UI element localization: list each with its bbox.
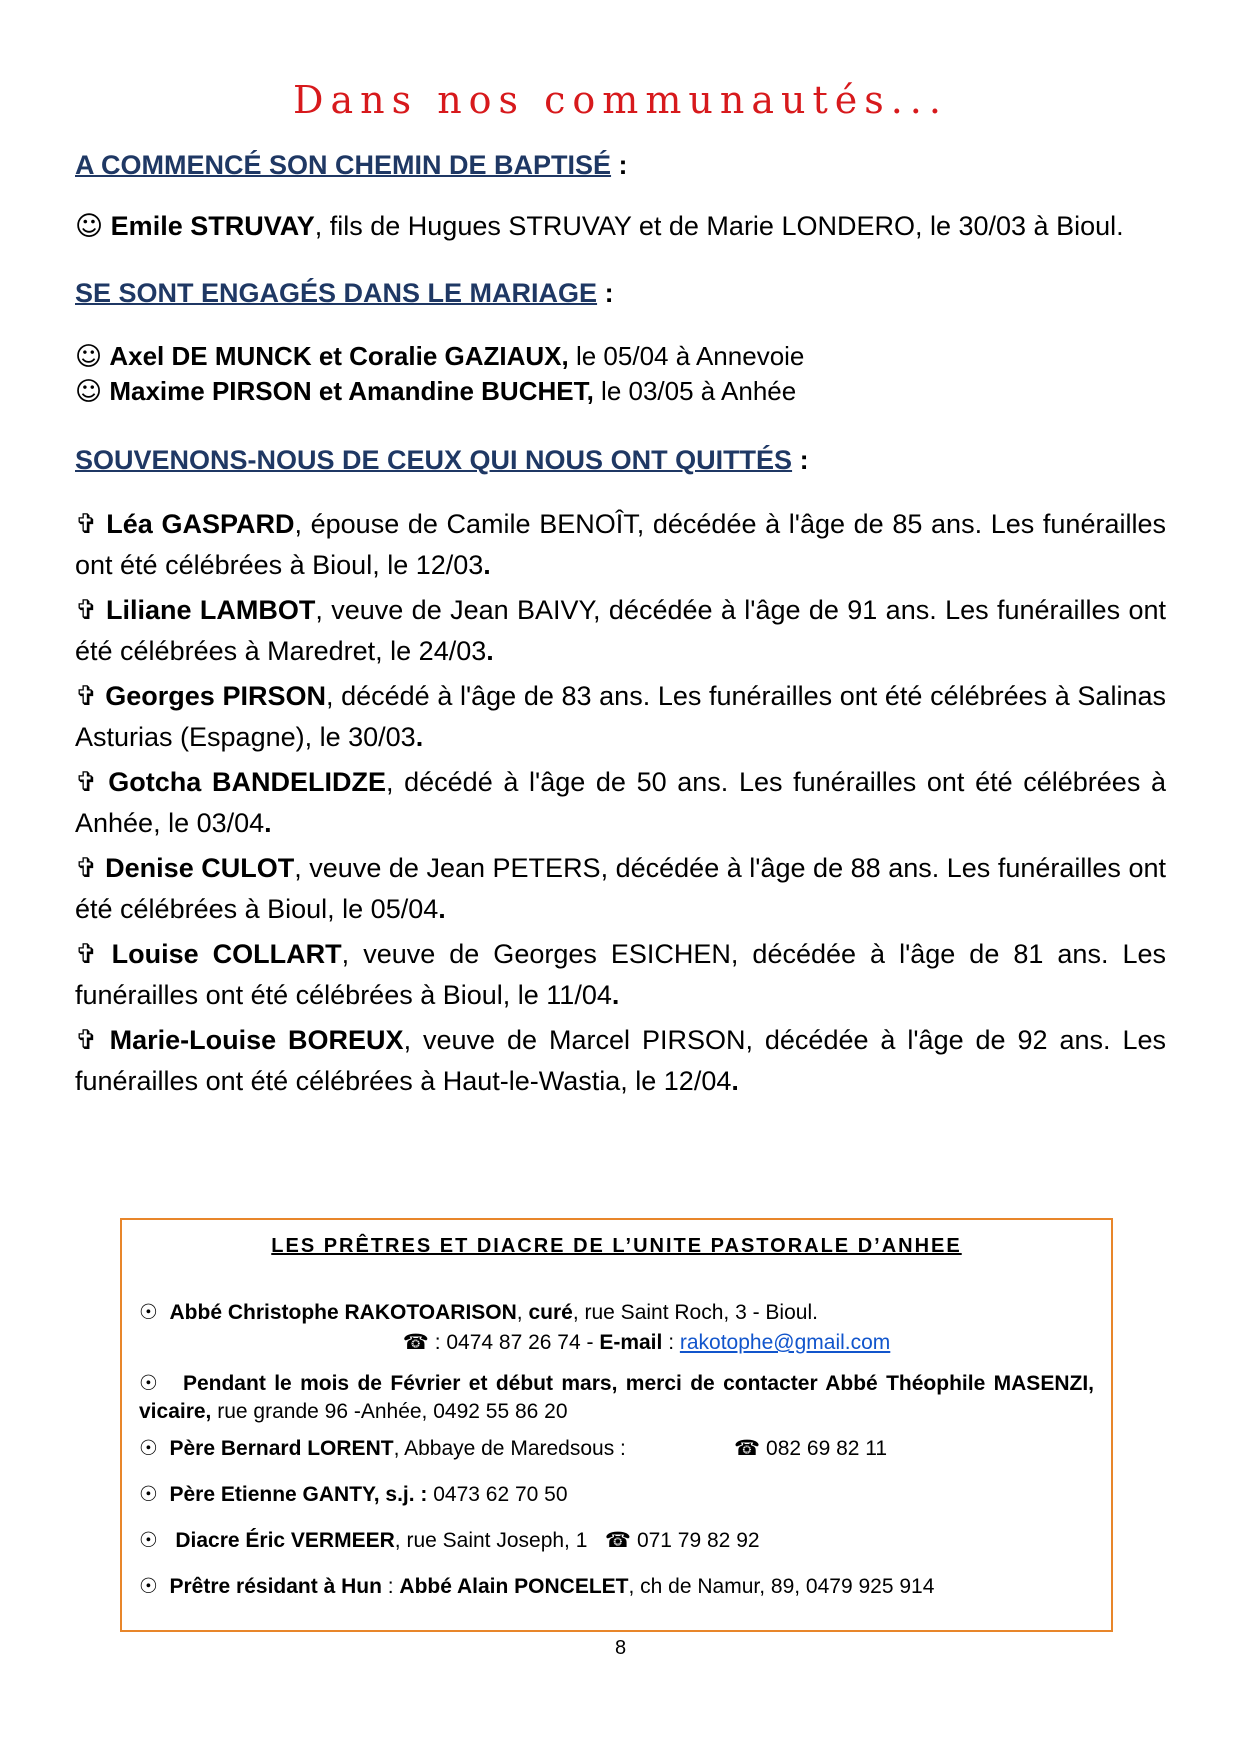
bullet-icon: ☉ [139,1528,158,1552]
deaths-heading [75,445,1166,476]
death-text: , veuve de Jean BAIVY, décédée à l'âge de 91 ans. Les funérailles ont été célébrées à Maredret, le 24/03 [75,595,1166,666]
cure-name: Abbé Christophe RAKOTOARISON [169,1301,517,1324]
deceased-name: Marie-Louise BOREUX [109,1025,404,1055]
deaths-heading-text: SOUVENONS-NOUS DE CEUX QUI NOUS ONT QUITTÉS [75,445,793,475]
death-text: , épouse de Camile BENOÎT, décédée à l'âge de 85 ans. Les funérailles ont été célébrées à Bioul, le 12/03 [75,509,1166,580]
vicaire-rest: rue grande 96 -Anhée, 0492 55 86 20 [211,1400,568,1423]
ganty-text: 0473 62 70 50 [427,1483,568,1506]
marriage-heading-text: SE SONT ENGAGÉS DANS LE MARIAGE [75,278,598,308]
baptism-heading-text: A COMMENCÉ SON CHEMIN DE BAPTISÉ [75,150,612,180]
death-end: . [264,808,272,838]
death-entry [75,934,1166,1015]
vicaire-text: Pendant le mois de Février et début mars, merci de contacter Abbé Théophile MASENZI, vicaire, [139,1372,1094,1423]
deaths-list [75,504,1166,1101]
deceased-name: Léa GASPARD [106,509,295,539]
marriage-text: le 03/05 à Anhée [593,376,797,406]
page-title: Dans nos communautés... [293,78,948,122]
baptism-entry [75,209,1166,244]
cure-address: , rue Saint Roch, 3 - Bioul. [572,1301,818,1324]
bullet-icon: ☉ [139,1482,158,1506]
lorent-phone-group [734,1434,887,1463]
baptism-name: Emile STRUVAY [110,211,315,241]
vermeer-line [139,1526,1094,1555]
email-sep: : [662,1331,680,1354]
death-entry [75,590,1166,671]
clergy-box [120,1218,1113,1632]
death-end: . [438,894,446,924]
marriage-heading [75,278,1166,309]
phone-icon: ☎ [604,1528,632,1552]
death-entry [75,1020,1166,1101]
main-content [75,150,1166,1106]
vermeer-name: Diacre Éric VERMEER [175,1529,395,1552]
ganty-line [139,1480,1094,1509]
vermeer-phone: 071 79 82 92 [636,1529,760,1552]
bullet-icon: ☉ [139,1300,158,1324]
phone-icon: ☎ [402,1330,429,1354]
heading-colon: : [597,278,614,308]
death-text: , veuve de Marcel PIRSON, décédée à l'âge de 92 ans. Les funérailles ont été célébrées à Haut-le-Wastia, le 12/04 [75,1025,1166,1096]
cure-role: curé [528,1301,573,1324]
death-entry [75,676,1166,757]
hun-text: , ch de Namur, 89, 0479 925 914 [628,1575,935,1598]
lorent-phone: 082 69 82 11 [766,1437,888,1460]
cure-line: ☉ Abbé Christophe RAKOTOARISON, curé, rue Saint Roch, 3 - Bioul. [139,1300,818,1324]
marriage-text: le 05/04 à Annevoie [568,341,805,371]
death-end: . [611,980,620,1010]
hun-label: Prêtre résidant à Hun [169,1575,382,1598]
bullet-icon: ☉ [139,1371,158,1395]
clergy-box-title: LES PRÊTRES ET DIACRE DE L’UNITE PASTORALE D’ANHEE [271,1235,962,1257]
hun-line [139,1572,1094,1601]
marriage-entry [75,374,1166,409]
lorent-text: , Abbaye de Maredsous : [393,1437,626,1460]
marriage-list [75,339,1166,409]
cross-icon: ✞ [75,767,98,798]
deceased-name: Georges PIRSON [105,681,326,711]
baptism-heading [75,150,1166,181]
lorent-name: Père Bernard LORENT [169,1437,394,1460]
death-entry [75,504,1166,585]
hun-sep: : [381,1575,400,1598]
death-end: . [486,636,494,666]
marriage-names: Maxime PIRSON et Amandine BUCHET, [109,376,594,406]
death-text: , veuve de Georges ESICHEN, décédée à l'âge de 81 ans. Les funérailles ont été célébrées à Bioul, le 11/04 [75,939,1166,1010]
page-number: 8 [614,1637,627,1659]
smiley-icon: ☺ [75,342,103,372]
email-link[interactable]: rakotophe@gmail.com [679,1331,891,1354]
death-text: , décédé à l'âge de 50 ans. Les funérailles ont été célébrées à Anhée, le 03/04 [75,767,1167,838]
death-text: , décédé à l'âge de 83 ans. Les funérailles ont été célébrées à Salinas Asturias (Espagne), le 30/03 [75,681,1166,752]
smiley-icon: ☺ [75,377,103,407]
deceased-name: Gotcha BANDELIDZE [108,767,386,797]
bullet-icon: ☉ [139,1436,158,1460]
cross-icon: ✞ [75,1025,98,1056]
cross-icon: ✞ [75,509,98,540]
cross-icon: ✞ [75,853,98,884]
smiley-icon: ☺ [75,211,104,242]
cure-phone: : 0474 87 26 74 - [428,1331,600,1354]
baptism-text: , fils de Hugues STRUVAY et de Marie LONDERO, le 30/03 à Bioul. [314,211,1124,241]
death-end: . [415,722,424,752]
heading-colon: : [792,445,809,475]
bullet-icon: ☉ [139,1574,158,1598]
email-label: E-mail [599,1331,663,1354]
deceased-name: Louise COLLART [111,939,342,969]
death-entry [75,762,1166,843]
cross-icon: ✞ [75,939,98,970]
deceased-name: Liliane LAMBOT [106,595,316,625]
vicaire-line [139,1369,1094,1426]
death-entry [75,848,1166,929]
hun-name: Abbé Alain PONCELET [399,1575,629,1598]
marriage-names: Axel DE MUNCK et Coralie GAZIAUX, [109,341,569,371]
heading-colon: : [611,150,628,180]
marriage-entry [75,339,1166,374]
cure-contact-line [139,1328,1094,1357]
deceased-name: Denise CULOT [105,853,295,883]
cross-icon: ✞ [75,681,98,712]
lorent-line [139,1434,1094,1463]
death-end: . [731,1066,739,1096]
ganty-name: Père Etienne GANTY, s.j. : [169,1483,428,1506]
vermeer-text: , rue Saint Joseph, 1 [394,1529,588,1552]
death-end: . [483,550,491,580]
cross-icon: ✞ [75,595,98,626]
death-text: , veuve de Jean PETERS, décédée à l'âge de 88 ans. Les funérailles ont été célébrées à Bioul, le 05/04 [75,853,1166,924]
phone-icon: ☎ [734,1436,761,1460]
